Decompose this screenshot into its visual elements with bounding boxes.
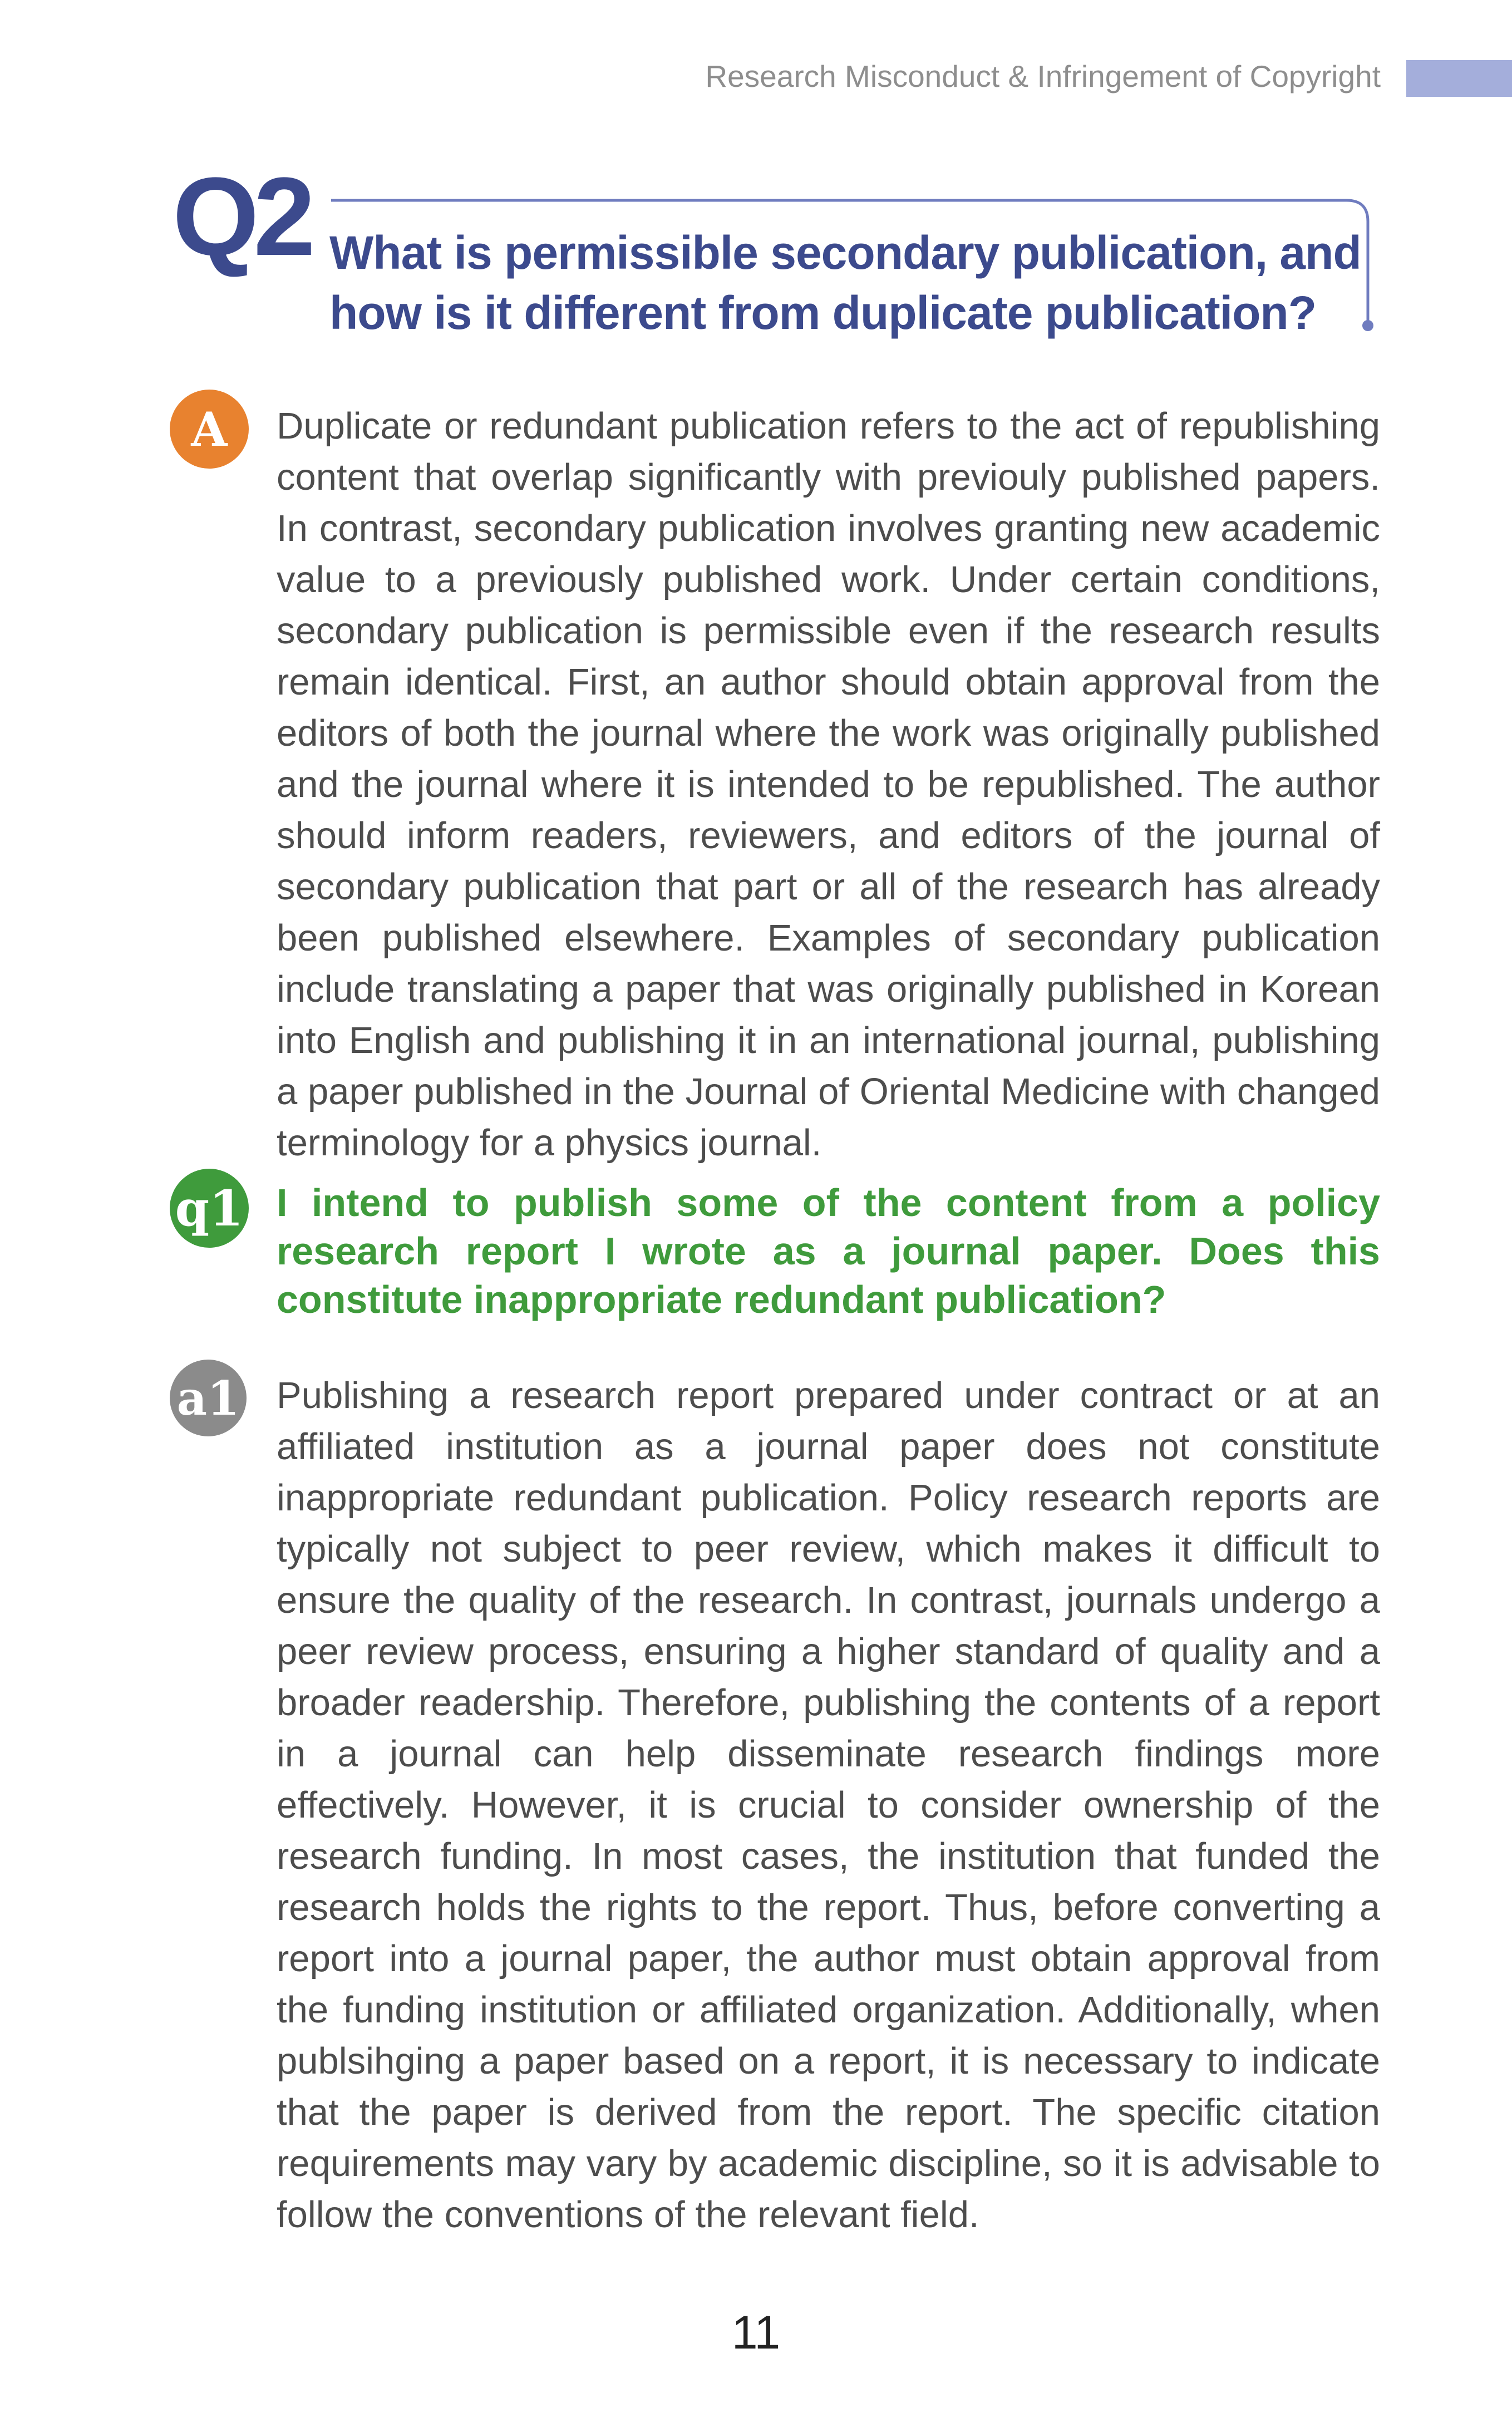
sub-answer-badge: a1 <box>170 1360 247 1436</box>
question-label: Q2 <box>173 155 310 279</box>
question-title: What is permissible secondary publication, and how is it different from duplicate publication? <box>329 227 1361 339</box>
answer-badge: A <box>170 390 249 469</box>
sub-answer-text: Publishing a research report prepared under contract or at an affiliated institution as a journal paper does not constitute inappropriate redundant publication. Policy research reports are typically not subject to peer review, which makes it difficult to ensure the quality of the research. In contrast, journals undergo a peer review process, ensuring a higher standard of quality and a broader readership. Therefore, publishing the contents of a report in a journal can help disseminate research findings more effectively. However, it is crucial to consider ownership of the research funding. In most cases, the institution that funded the research holds the rights to the report. Thus, before converting a report into a journal paper, the author must obtain approval from the funding institution or affiliated organization. Additionally, when publsihging a paper based on a report, it is necessary to indicate that the paper is derived from the report. The specific citation requirements may vary by academic discipline, so it is advisable to follow the conventions of the relevant field. <box>277 1375 1380 2236</box>
page-number: 11 <box>731 2306 781 2359</box>
sub-question-text: I intend to publish some of the content from a policy research report I wrote as a journal paper. Does this constitute inappropriate redundant publication? <box>277 1181 1380 1321</box>
running-header: Research Misconduct & Infringement of Copyright <box>705 59 1381 93</box>
answer-text: Duplicate or redundant publication refers to the act of republishing content that overlap significantly with previouly published papers. In contrast, secondary publication involves granting new academic value to a previously published work. Under certain conditions, secondary publication is permissible even if the research results remain identical. First, an author should obtain approval from the editors of both the journal where the work was originally published and the journal where it is intended to be republished. The author should inform readers, reviewers, and editors of the journal of secondary publication that part or all of the research has already been published elsewhere. Examples of secondary publication include translating a paper that was originally published in Korean into English and publishing it in an international journal, publishing a paper published in the Journal of Oriental Medicine with changed terminology for a physics journal. <box>277 405 1380 1164</box>
header-tab-decoration <box>1406 60 1512 97</box>
sub-question-badge: q1 <box>170 1169 249 1248</box>
